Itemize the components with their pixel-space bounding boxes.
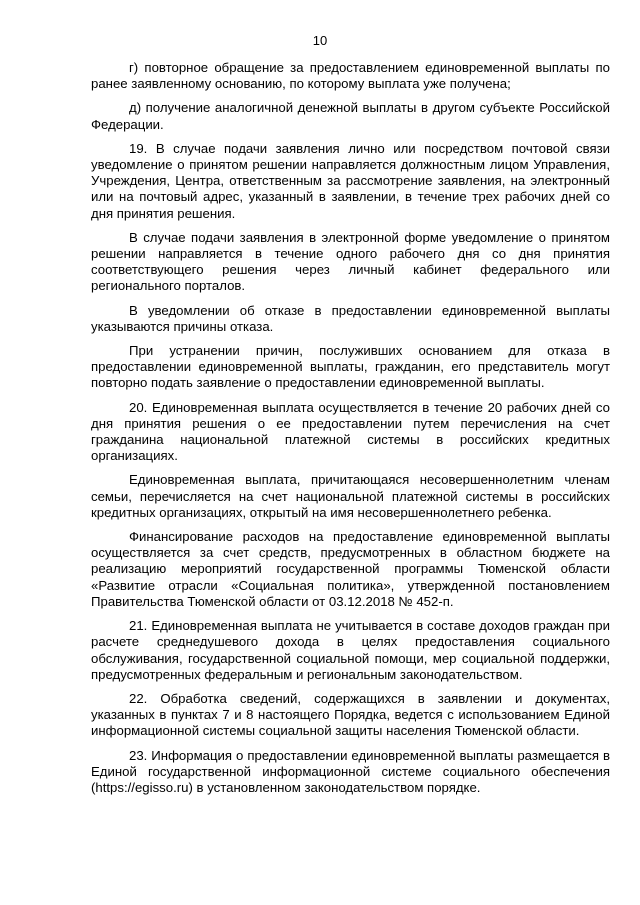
paragraph-21: 21. Единовременная выплата не учитывается в составе доходов граждан при расчете среднедушевого дохода в целях предоставления социального обслуживания, государственной социальной помощи, мер социальной поддержки, предусмотренных федеральным и региональным законодательством. [91,618,610,682]
paragraph-resubmission: При устранении причин, послуживших основанием для отказа в предоставлении единовременной выплаты, гражданин, его представитель могут повторно подать заявление о предоставлении единовременной выплаты. [91,343,610,391]
paragraph-20: 20. Единовременная выплата осуществляется в течение 20 рабочих дней со дня принятия решения о ее предоставлении путем перечисления на счет гражданина национальной платежной системы в российских кредитных организациях. [91,399,610,464]
paragraph-electronic-notice: В случае подачи заявления в электронной форме уведомление о принятом решении направляется в течение одного рабочего дня со дня принятия соответствующего решения через личный кабинет федерального или регионального порталов. [91,229,610,294]
paragraph-refusal-reasons: В уведомлении об отказе в предоставлении единовременной выплаты указываются причины отказа. [91,302,610,334]
paragraph-22: 22. Обработка сведений, содержащихся в заявлении и документах, указанных в пунктах 7 и 8 настоящего Порядка, ведется с использованием Единой информационной системы социальной защиты населения Тюменской области. [91,690,610,739]
document-body [91,60,610,804]
paragraph-23: 23. Информация о предоставлении единовременной выплаты размещается в Единой государственной информационной системе социального обеспечения (https://egisso.ru) в установленном законодательством порядке. [91,747,610,795]
page-number: 10 [312,33,328,48]
paragraph-19: 19. В случае подачи заявления лично или посредством почтовой связи уведомление о принятом решении направляется должностным лицом Управления, Учреждения, Центра, ответственным за рассмотрение заявления, на электронный или на почтовый адрес, указанный в заявлении, в течение трех рабочих дней со дня принятия решения. [91,140,610,221]
paragraph-financing: Финансирование расходов на предоставление единовременной выплаты осуществляется за счет средств, предусмотренных в областном бюджете на реализацию мероприятий государственной программы Тюменской области «Развитие отрасли «Социальная политика», утвержденной постановлением Правительства Тюменской области от 03.12.2018 № 452-п. [91,529,610,609]
paragraph-minors-payment: Единовременная выплата, причитающаяся несовершеннолетним членам семьи, перечисляется на счет национальной платежной системы в российских кредитных организациях, открытый на имя несовершеннолетнего ребенка. [91,472,610,520]
paragraph-item-g: г) повторное обращение за предоставлением единовременной выплаты по ранее заявленному основанию, по которому выплата уже получена; [91,60,610,92]
paragraph-item-d: д) получение аналогичной денежной выплаты в другом субъекте Российской Федерации. [91,100,610,132]
